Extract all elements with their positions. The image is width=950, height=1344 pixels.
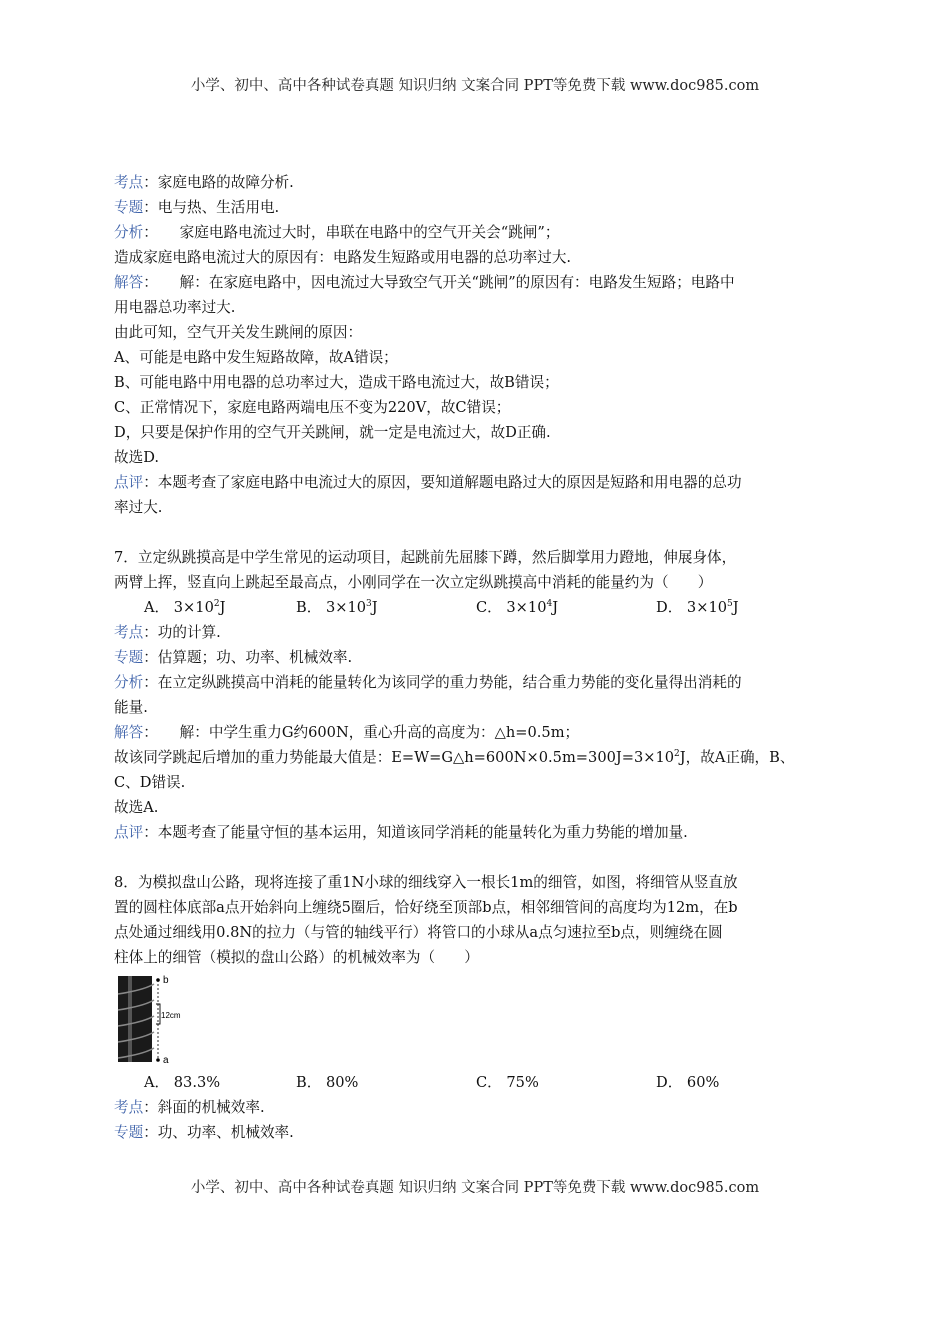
q7-options [114,595,842,620]
q6-fenxi-cont: 造成家庭电路电流过大的原因有：电路发生短路或用电器的总功率过大. [114,249,572,266]
q6-zhuanti: 专题：电与热、生活用电. [114,199,280,216]
q6-line-d: D，只要是保护作用的空气开关跳闸，就一定是电流过大，故D正确. [114,424,551,441]
q6-dianping: 点评：本题考查了家庭电路中电流过大的原因，要知道解题电路过大的原因是短路和用电器的总功 [114,474,742,491]
q8-option-b: B． 80% [296,1074,359,1091]
q8-option-c: C． 75% [476,1074,539,1091]
q7-option-b: B． $3\times 10^3J$ [296,599,378,616]
q7-fenxi: 分析：在立定纵跳摸高中消耗的能量转化为该同学的重力势能，结合重力势能的变化量得出消耗的 [114,674,742,691]
q6-jieda-cont: 用电器总功率过大. [114,299,236,316]
q6-dianping-cont: 率过大. [114,499,163,516]
q8-option-a: A． 83.3% [144,1074,221,1091]
q8-stem-cont2: 点处通过细线用0.8N的拉力（与管的轴线平行）将管口的小球从a点匀速拉至b点，则缠绕在圆 [114,924,723,941]
q7-option-a: A． $3\times 10^2J$ [144,599,226,616]
q8-kaodian: 考点：斜面的机械效率. [114,1099,265,1116]
q6-kaodian: 考点：家庭电路的故障分析. [114,174,294,191]
q7-answer: 故选A. [114,799,159,816]
document-body [114,170,842,1145]
q7-jieda-cont: 故该同学跳起后增加的重力势能最大值是：$E=W=G\triangle h=600N\times 0.5m=300J=3\times 10^2J$，故A正确，B、 [114,749,795,766]
q7-option-c: C． $3\times 10^4J$ [476,599,559,616]
q7-stem-cont: 两臂上挥，竖直向上跳起至最高点，小刚同学在一次立定纵跳摸高中消耗的能量约为（ ） [114,574,713,591]
q7-option-d: D． $3\times 10^5J$ [656,599,739,616]
q8-stem-cont: 置的圆柱体底部a点开始斜向上缠绕5圈后，恰好绕至顶部b点，相邻细管间的高度均为12m，在b [114,899,738,916]
q6-fenxi: 分析： 家庭电路电流过大时，串联在电路中的空气开关会“跳闸”； [114,224,560,241]
cylinder-shade [128,976,132,1062]
q8-stem-cont3: 柱体上的细管（模拟的盘山公路）的机械效率为（ ） [114,949,479,966]
q8-figure [114,970,842,1070]
label-b: b [163,975,169,986]
page-header: 小学、初中、高中各种试卷真题 知识归纳 文案合同 PPT等免费下载 www.doc985.com [190,78,760,94]
q7-dianping: 点评：本题考查了能量守恒的基本运用，知道该同学消耗的能量转化为重力势能的增加量. [114,824,688,841]
cylinder-tube-figure [114,972,184,1066]
q7-jieda: 解答： 解：中学生重力G约600N，重心升高的高度为：△h=0.5m； [114,724,580,741]
q8-stem: 8．为模拟盘山公路，现将连接了重1N小球的细线穿入一根长1m的细管，如图，将细管从竖直放 [114,874,738,891]
q7-kaodian: 考点：功的计算. [114,624,221,641]
q6-line: 由此可知，空气开关发生跳闸的原因： [114,324,363,341]
q8-zhuanti: 专题：功、功率、机械效率. [114,1124,294,1141]
label-a: a [163,1055,169,1066]
q7-zhuanti: 专题：估算题；功、功率、机械效率. [114,649,353,666]
page-footer: 小学、初中、高中各种试卷真题 知识归纳 文案合同 PPT等免费下载 www.doc985.com [190,1180,760,1196]
q6-line-c: C、正常情况下，家庭电路两端电压不变为220V，故C错误； [114,399,511,416]
q8-options [114,1070,842,1095]
q7-fenxi-cont: 能量. [114,699,148,716]
q6-line-b: B、可能电路中用电器的总功率过大，造成干路电流过大，故B错误； [114,374,559,391]
spacer [114,845,842,870]
q8-option-d: D． 60% [656,1074,720,1091]
q6-line-a: A、可能是电路中发生短路故障，故A错误； [114,349,398,366]
spacer [114,520,842,545]
q6-answer: 故选D. [114,449,160,466]
q7-stem: 7．立定纵跳摸高是中学生常见的运动项目，起跳前先屈膝下蹲，然后脚掌用力蹬地，伸展身体， [114,549,737,566]
q6-jieda: 解答： 解：在家庭电路中，因电流过大导致空气开关“跳闸”的原因有：电路发生短路；电路中 [114,274,735,291]
q7-jieda-cont2: C、D错误. [114,774,186,791]
label-height: 12cm [161,1011,181,1020]
